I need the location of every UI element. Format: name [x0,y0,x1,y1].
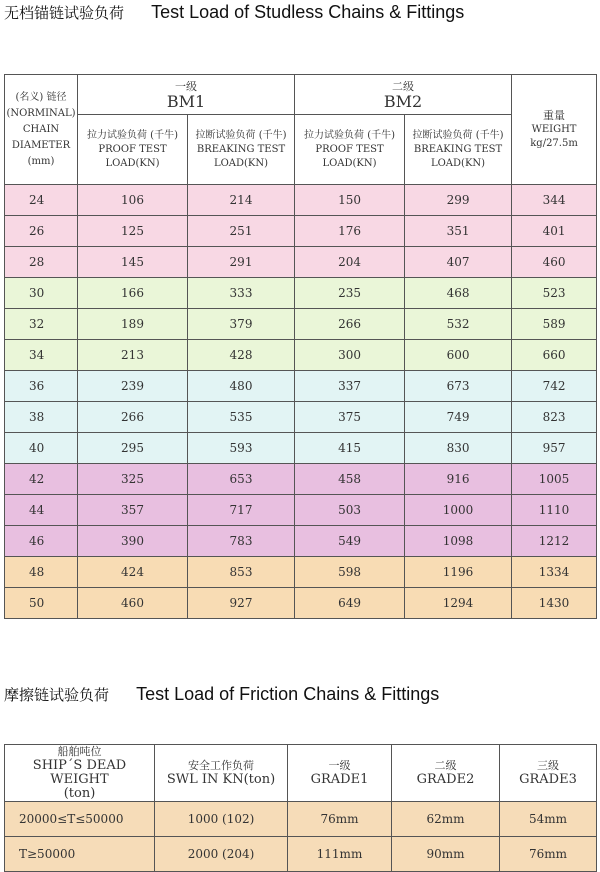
table-row [5,802,597,837]
swl-cell: 2000 (204) [155,837,288,872]
weight-cell: 660 [512,340,597,371]
bm1-proof-cell: 213 [78,340,188,371]
section2-title-en: Test Load of Friction Chains & Fittings [136,684,440,704]
friction-header-line: GRADE2 [416,772,475,787]
table-row [5,464,597,495]
proof-header-line: 拉力试验负荷 (千牛) [304,129,395,141]
bm2-breaking-cell: 830 [405,433,512,464]
bm1-breaking-cell: 535 [188,402,295,433]
weight-cell: 823 [512,402,597,433]
diameter-cell: 30 [5,278,78,309]
weight-header-line: 重量 [543,108,566,122]
bm1-proof-cell: 239 [78,371,188,402]
diameter-cell: 26 [5,216,78,247]
table-row [5,557,597,588]
friction-chains-table [4,744,597,872]
bm1-proof-cell: 125 [78,216,188,247]
swl-cell: 1000 (102) [155,802,288,837]
weight-cell: 523 [512,278,597,309]
studless-chains-body [5,185,597,619]
bm1-proof-cell: 145 [78,247,188,278]
bm1-breaking-cell: 653 [188,464,295,495]
table-row [5,588,597,619]
section2-title-cn: 摩擦链试验负荷 [4,686,110,704]
diameter-cell: 40 [5,433,78,464]
friction-header-cell [155,745,288,802]
proof-header-line: LOAD(KN) [322,157,377,169]
proof-header-line: LOAD(KN) [105,157,160,169]
bm1-proof-cell: 424 [78,557,188,588]
bm2-breaking-cell: 1098 [405,526,512,557]
bm2-breaking-cell: 600 [405,340,512,371]
bm1-proof-cell: 325 [78,464,188,495]
table-row [5,340,597,371]
section1-title [4,2,464,23]
diameter-header-line: (NORMINAL) [6,107,76,119]
friction-header-line: 二级 [434,759,457,772]
friction-header-line: (ton) [63,786,96,801]
bm1-breaking-cell: 593 [188,433,295,464]
weight-cell: 1110 [512,495,597,526]
bm1-breaking-cell: 333 [188,278,295,309]
table-row [5,402,597,433]
bm1-breaking-header [188,115,295,185]
bm1-header-en: BM1 [166,91,206,111]
table-row [5,433,597,464]
bm1-breaking-cell: 927 [188,588,295,619]
friction-header-line: GRADE1 [310,772,369,787]
bm2-breaking-cell: 673 [405,371,512,402]
table-row [5,216,597,247]
friction-header-line: 一级 [328,759,351,772]
friction-header-line: SHIP´S DEAD WEIGHT [32,758,127,787]
bm2-breaking-cell: 532 [405,309,512,340]
table-row [5,309,597,340]
proof-header-line: PROOF TEST [315,143,384,155]
diameter-cell: 48 [5,557,78,588]
bm1-header-cn: 一级 [175,79,197,93]
bm2-proof-cell: 503 [295,495,405,526]
bm1-proof-cell: 166 [78,278,188,309]
bm2-breaking-cell: 1294 [405,588,512,619]
table-row [5,278,597,309]
breaking-header-line: 拉断试验负荷 (千牛) [195,129,287,141]
proof-header-line: PROOF TEST [98,143,167,155]
grade2-cell: 62mm [392,802,500,837]
friction-header-line: 三级 [537,759,559,772]
friction-chains-body [5,802,597,872]
bm2-proof-cell: 375 [295,402,405,433]
table-row [5,526,597,557]
bm2-proof-cell: 176 [295,216,405,247]
bm1-header [78,75,295,115]
weight-cell: 1005 [512,464,597,495]
section2-title [4,684,439,705]
weight-cell: 401 [512,216,597,247]
diameter-cell: 36 [5,371,78,402]
diameter-header-line: DIAMETER [11,139,71,151]
breaking-header-line: LOAD(KN) [430,157,486,169]
bm2-proof-cell: 266 [295,309,405,340]
proof-header-line: 拉力试验负荷 (千牛) [87,129,178,141]
bm1-proof-cell: 390 [78,526,188,557]
friction-header-cell [5,745,155,802]
bm2-header-en: BM2 [383,91,423,111]
bm2-breaking-cell: 1000 [405,495,512,526]
table-row [5,371,597,402]
bm2-proof-cell: 598 [295,557,405,588]
weight-cell: 742 [512,371,597,402]
table-row [5,495,597,526]
breaking-header-line: BREAKING TEST [413,143,503,155]
friction-header-line: 安全工作负荷 [188,759,254,772]
bm1-breaking-cell: 379 [188,309,295,340]
diameter-cell: 24 [5,185,78,216]
bm2-proof-cell: 649 [295,588,405,619]
bm2-proof-cell: 549 [295,526,405,557]
section1-title-en: Test Load of Studless Chains & Fittings [151,2,465,22]
diameter-header-line: (mm) [27,155,55,167]
weight-cell: 344 [512,185,597,216]
bm1-breaking-cell: 717 [188,495,295,526]
diameter-cell: 46 [5,526,78,557]
weight-cell: 1430 [512,588,597,619]
bm2-breaking-cell: 916 [405,464,512,495]
breaking-header-line: 拉断试验负荷 (千牛) [412,129,504,141]
diameter-header [5,75,78,185]
bm1-proof-cell: 189 [78,309,188,340]
bm2-proof-cell: 337 [295,371,405,402]
weight-header-line: WEIGHT [531,123,577,135]
bm2-breaking-cell: 1196 [405,557,512,588]
table-row [5,837,597,872]
dead-weight-cell: 20000≤T≤50000 [5,802,155,837]
grade2-cell: 90mm [392,837,500,872]
bm2-proof-cell: 415 [295,433,405,464]
weight-header-line: kg/27.5m [530,137,578,149]
table-row [5,185,597,216]
bm1-breaking-cell: 428 [188,340,295,371]
bm1-breaking-cell: 214 [188,185,295,216]
bm2-breaking-cell: 351 [405,216,512,247]
grade3-cell: 54mm [500,802,597,837]
bm1-proof-cell: 460 [78,588,188,619]
diameter-cell: 28 [5,247,78,278]
weight-cell: 1334 [512,557,597,588]
bm2-header-cn: 二级 [392,79,415,93]
bm1-breaking-cell: 251 [188,216,295,247]
friction-header-line: 船舶吨位 [57,745,102,758]
bm2-breaking-cell: 749 [405,402,512,433]
breaking-header-line: LOAD(KN) [213,157,269,169]
bm2-breaking-cell: 407 [405,247,512,278]
friction-header-cell [500,745,597,802]
bm1-proof-cell: 106 [78,185,188,216]
grade1-cell: 76mm [288,802,392,837]
diameter-header-line: CHAIN [22,123,60,135]
diameter-cell: 32 [5,309,78,340]
bm1-breaking-cell: 853 [188,557,295,588]
friction-header-line: SWL IN KN(ton) [166,772,276,787]
bm2-breaking-header [405,115,512,185]
bm1-breaking-cell: 480 [188,371,295,402]
bm2-header [295,75,512,115]
grade1-cell: 111mm [288,837,392,872]
bm2-proof-cell: 204 [295,247,405,278]
bm1-proof-cell: 357 [78,495,188,526]
diameter-header-line: (名义) 链径 [15,91,67,103]
bm1-proof-cell: 295 [78,433,188,464]
diameter-cell: 42 [5,464,78,495]
diameter-cell: 44 [5,495,78,526]
diameter-cell: 50 [5,588,78,619]
bm2-proof-cell: 150 [295,185,405,216]
section1-title-cn: 无档锚链试验负荷 [4,4,125,22]
diameter-cell: 38 [5,402,78,433]
bm1-breaking-cell: 783 [188,526,295,557]
bm2-proof-cell: 300 [295,340,405,371]
bm2-proof-header [295,115,405,185]
friction-header-row [5,745,597,802]
weight-header [512,75,597,185]
bm1-proof-header [78,115,188,185]
weight-cell: 1212 [512,526,597,557]
table-row [5,247,597,278]
bm1-proof-cell: 266 [78,402,188,433]
friction-header-cell [288,745,392,802]
dead-weight-cell: T≥50000 [5,837,155,872]
breaking-header-line: BREAKING TEST [196,143,286,155]
bm2-breaking-cell: 468 [405,278,512,309]
weight-cell: 460 [512,247,597,278]
bm2-breaking-cell: 299 [405,185,512,216]
studless-chains-table [4,74,597,619]
friction-header-cell [392,745,500,802]
weight-cell: 589 [512,309,597,340]
friction-header-line: GRADE3 [519,772,577,787]
bm2-proof-cell: 458 [295,464,405,495]
grade3-cell: 76mm [500,837,597,872]
bm2-proof-cell: 235 [295,278,405,309]
bm1-breaking-cell: 291 [188,247,295,278]
weight-cell: 957 [512,433,597,464]
diameter-cell: 34 [5,340,78,371]
